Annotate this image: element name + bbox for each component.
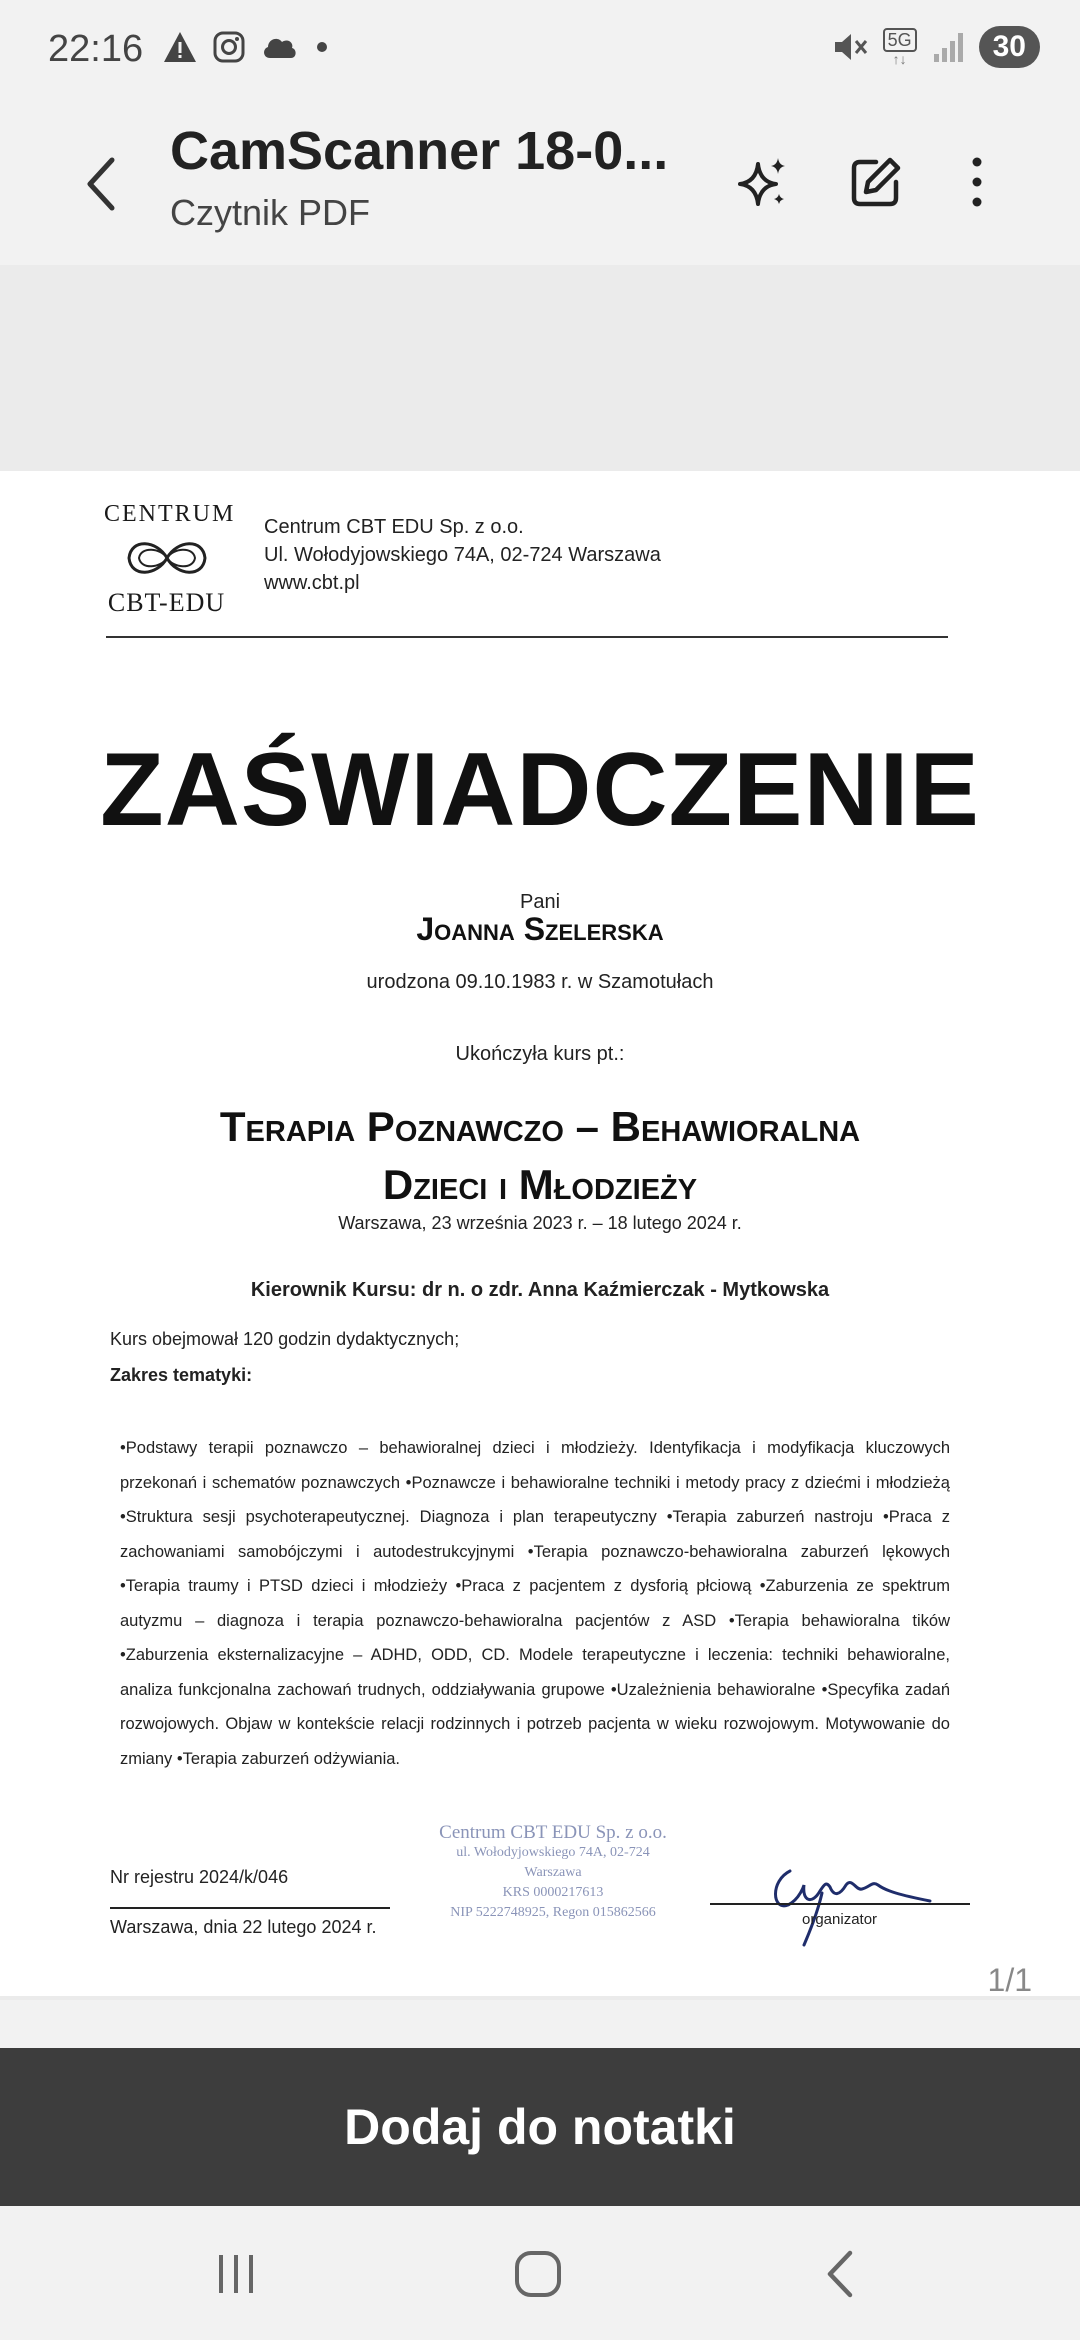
edit-icon — [846, 152, 906, 212]
company-info — [264, 513, 661, 597]
battery-badge: 30 — [979, 26, 1040, 68]
infinity-icon — [119, 532, 215, 584]
warning-icon — [162, 30, 198, 64]
logo-text-top: CENTRUM — [104, 501, 236, 527]
registry-number: Nr rejestru 2024/k/046 — [110, 1867, 289, 1887]
company-stamp — [428, 1823, 678, 1923]
page-counter: 1/1 — [987, 1962, 1032, 1998]
course-director: Kierownik Kursu: dr n. o zdr. Anna Kaźmierczak - Mytkowska — [250, 1279, 830, 1301]
signature-label: organizator — [802, 1911, 878, 1928]
topics-label: Zakres tematyki: — [110, 1365, 253, 1385]
completed-label: Ukończyła kurs pt.: — [455, 1043, 625, 1065]
network-label: 5G — [883, 28, 917, 52]
stamp-line-2: ul. Wołodyjowskiego 74A, 02-724 Warszawa — [456, 1845, 650, 1880]
header-divider — [106, 636, 948, 638]
salutation: Pani — [519, 891, 561, 913]
logo-text-bottom: CBT-EDU — [107, 588, 226, 617]
network-5g-icon: 5G ↑↓ — [883, 28, 917, 66]
course-hours: Kurs obejmował 120 godzin dydaktycznych; — [110, 1329, 460, 1349]
certificate-heading: ZAŚWIADCZENIE — [100, 732, 980, 848]
course-dates: Warszawa, 23 września 2023 r. – 18 lutego 2024 r. — [338, 1213, 742, 1233]
stamp-line-4: NIP 5222748925, Regon 015862566 — [450, 1905, 656, 1920]
status-time: 22:16 — [48, 28, 144, 70]
stamp-line-1: Centrum CBT EDU Sp. z o.o. — [439, 1822, 667, 1843]
app-bar — [0, 100, 1080, 265]
system-icons — [829, 26, 1040, 68]
dot-icon — [312, 37, 332, 57]
signature-image — [760, 1841, 950, 1951]
cloud-icon — [260, 34, 298, 60]
more-vertical-icon — [967, 152, 987, 212]
more-options-button[interactable] — [937, 142, 1017, 222]
notification-icons — [162, 30, 332, 64]
edit-button[interactable] — [836, 142, 916, 222]
chevron-left-icon — [80, 154, 120, 214]
recipient-name: Joanna Szelerska — [416, 911, 664, 947]
pdf-page[interactable] — [0, 471, 1080, 1996]
topics-text: •Podstawy terapii poznawczo – behawioralnej dzieci i młodzieży. Identyfikacja i modyfikacja kluczowych przekonań i schematów poznawczych •Poznawcze i behawioralne techniki i metody pracy z dziećmi i młodzieżą •Struktura sesji psychoterapeutycznej. Diagnoza i plan terapeutyczny •Terapia zaburzeń nastroju •Praca z zachowaniami samobójczymi i autodestrukcyjnymi •Terapia poznawczo-behawioralna zaburzeń lękowych •Terapia traumy i PTSD dzieci i młodzieży •Praca z pacjentem z dysforią płciową •Zaburzenia ze spektrum autyzmu – diagnoza i terapia poznawczo-behawioralna pacjentów z ASD •Terapia behawioralna tików •Zaburzenia eksternalizacyjne – ADHD, ODD, CD. Modele terapeutyczne i leczenia: techniki behawioralne, analiza funkcjonalna zachowań trudnych, oddziaływania grupowe •Uzależnienia behawioralne •Specyfika zadań rozwojowych. Objaw w kontekście relacji rodzinnych i potrzeb pacjenta w wieku rozwojowym. Motywowanie do zmiany •Terapia zaburzeń odżywiania. — [120, 1439, 950, 1768]
signal-icon — [931, 30, 965, 64]
instagram-icon — [212, 30, 246, 64]
app-subtitle: Czytnik PDF — [170, 192, 371, 233]
add-to-note-button[interactable]: Dodaj do notatki — [0, 2048, 1080, 2206]
mute-icon — [829, 27, 869, 67]
signature-divider — [710, 1903, 970, 1905]
company-address: Ul. Wołodyjowskiego 74A, 02-724 Warszawa — [264, 544, 661, 566]
document-title: CamScanner 18-0... — [170, 121, 669, 181]
pdf-viewer[interactable] — [0, 265, 1080, 2000]
navigation-bar — [0, 2206, 1080, 2340]
stamp-line-3: KRS 0000217613 — [502, 1885, 604, 1900]
company-website: www.cbt.pl — [264, 572, 360, 594]
birth-info: urodzona 09.10.1983 r. w Szamotułach — [366, 971, 714, 993]
registry-divider — [110, 1907, 390, 1909]
company-name: Centrum CBT EDU Sp. z o.o. — [264, 516, 524, 538]
sparkle-icon — [732, 152, 792, 212]
recent-apps-icon — [211, 2249, 261, 2299]
company-logo — [104, 501, 236, 618]
course-title-line2: Dzieci i Młodzieży — [382, 1161, 698, 1208]
system-back-button[interactable] — [800, 2244, 880, 2304]
issue-place-date: Warszawa, dnia 22 lutego 2024 r. — [110, 1917, 377, 1937]
back-button[interactable] — [70, 144, 130, 224]
recent-apps-button[interactable] — [196, 2244, 276, 2304]
status-bar — [0, 0, 1080, 100]
home-icon — [511, 2247, 565, 2301]
ai-assist-button[interactable] — [722, 142, 802, 222]
back-icon — [820, 2247, 860, 2301]
home-button[interactable] — [498, 2244, 578, 2304]
course-title-line1: Terapia Poznawczo – Behawioralna — [219, 1103, 861, 1150]
